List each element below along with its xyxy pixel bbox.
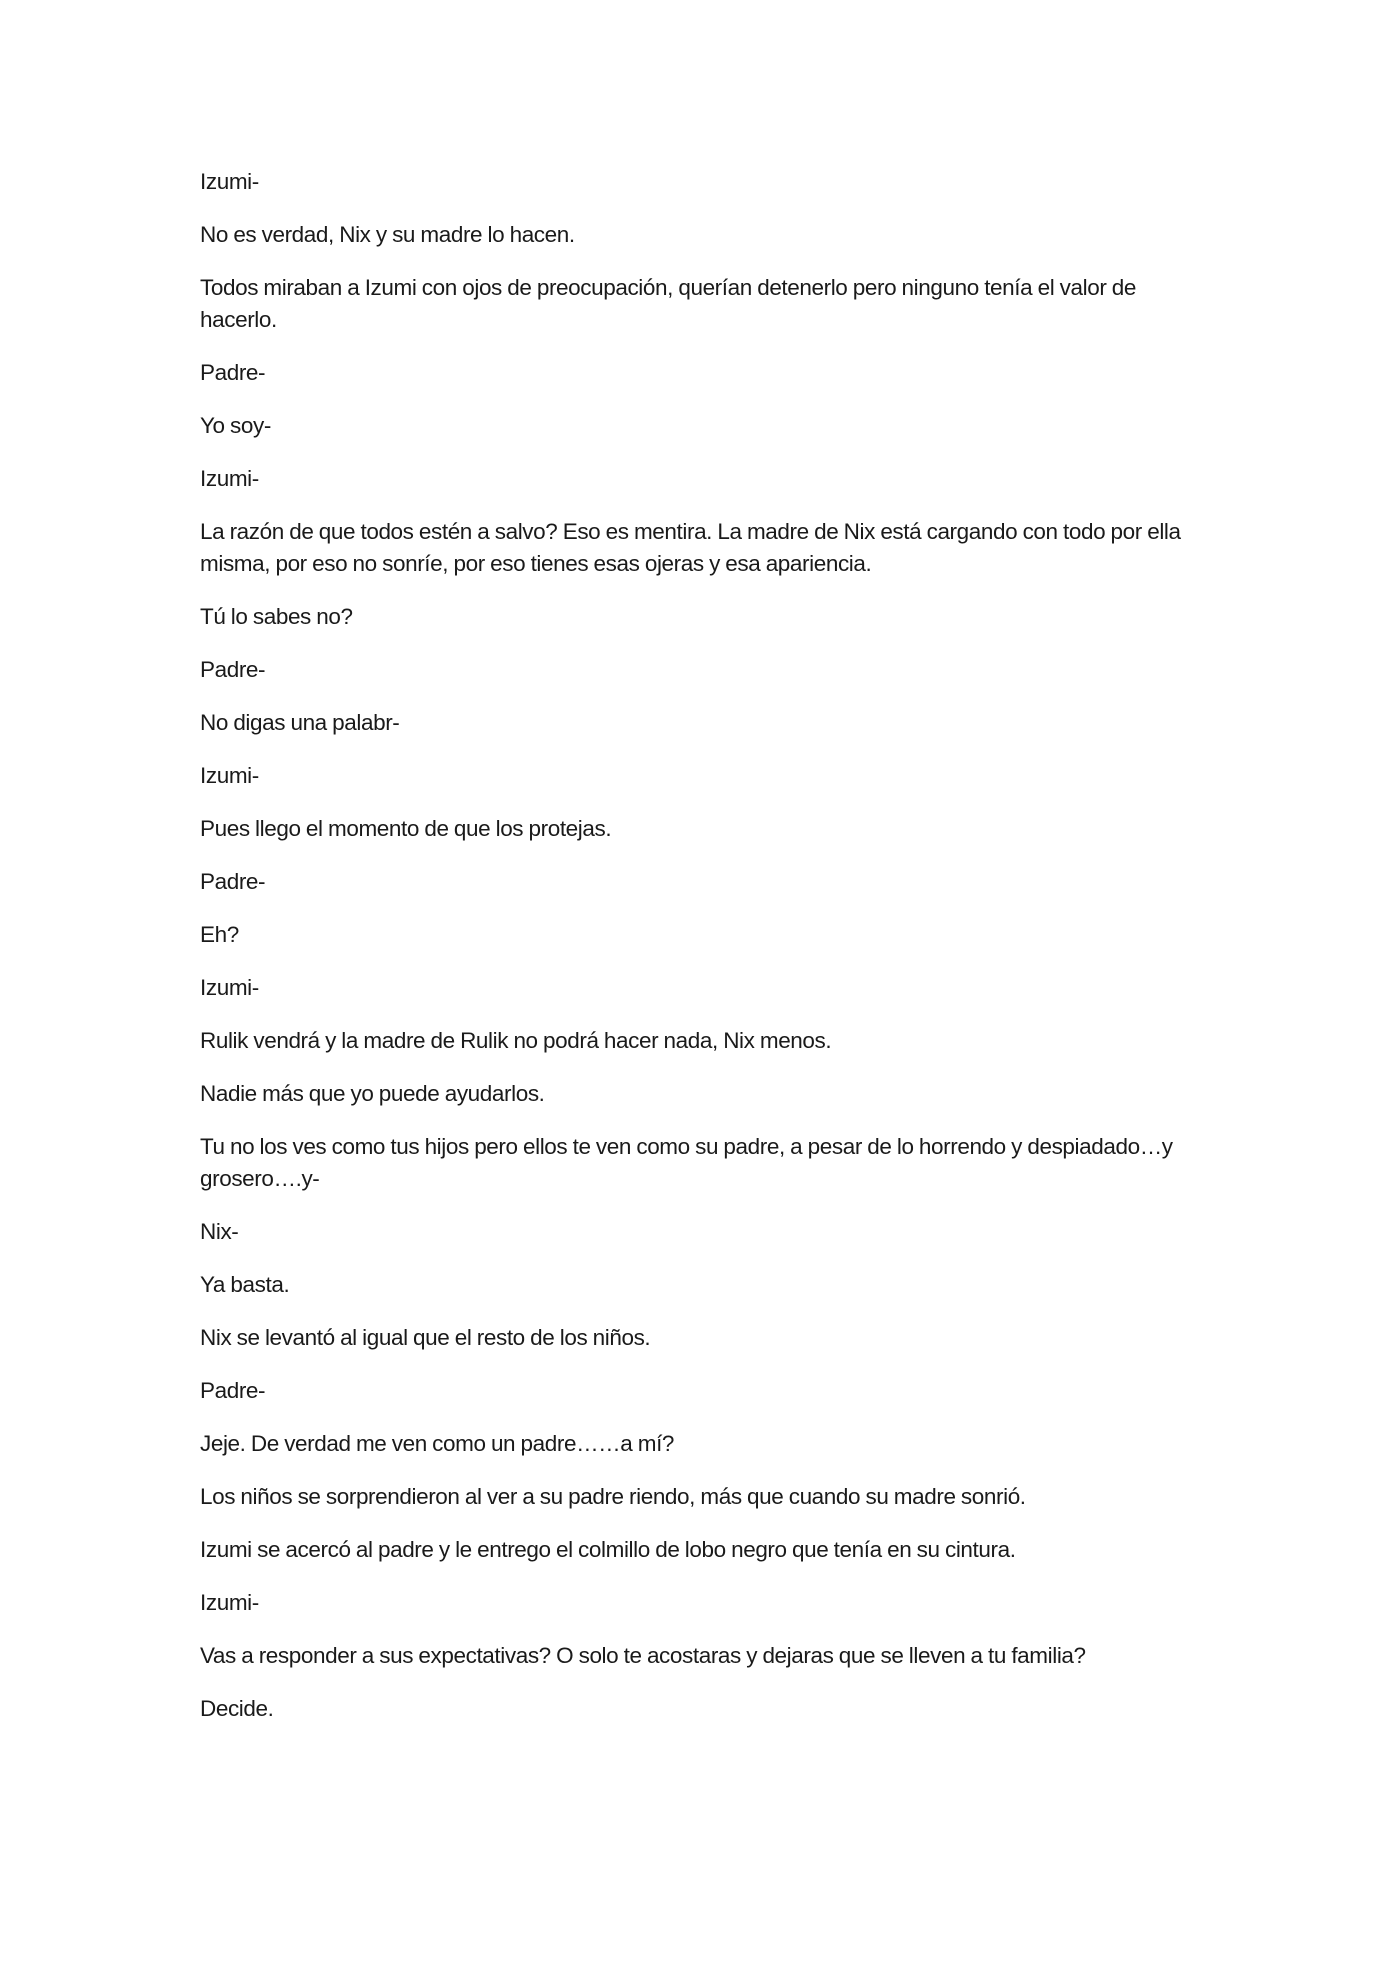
paragraph: Nix- [200,1219,239,1244]
document-body [200,166,1200,1746]
paragraph: Nadie más que yo puede ayudarlos. [200,1081,545,1106]
paragraph: La razón de que todos estén a salvo? Eso es mentira. La madre de Nix está cargando con todo por ella misma, por eso no sonríe, por eso tienes esas ojeras y esa apariencia. [200,519,1181,576]
paragraph: No digas una palabr- [200,710,400,735]
paragraph: Izumi- [200,763,259,788]
paragraph: Pues llego el momento de que los protejas. [200,816,612,841]
paragraph: Vas a responder a sus expectativas? O solo te acostaras y dejaras que se lleven a tu familia? [200,1643,1086,1668]
paragraph: No es verdad, Nix y su madre lo hacen. [200,222,575,247]
paragraph: Tú lo sabes no? [200,604,353,629]
paragraph: Izumi- [200,466,259,491]
paragraph: Izumi se acercó al padre y le entrego el colmillo de lobo negro que tenía en su cintura. [200,1537,1016,1562]
paragraph: Yo soy- [200,413,271,438]
paragraph: Decide. [200,1696,274,1721]
paragraph: Izumi- [200,169,259,194]
paragraph: Padre- [200,1378,266,1403]
paragraph: Jeje. De verdad me ven como un padre……a mí? [200,1431,675,1456]
paragraph: Izumi- [200,1590,259,1615]
paragraph: Ya basta. [200,1272,290,1297]
paragraph: Padre- [200,657,266,682]
paragraph: Rulik vendrá y la madre de Rulik no podrá hacer nada, Nix menos. [200,1028,832,1053]
paragraph: Todos miraban a Izumi con ojos de preocupación, querían detenerlo pero ninguno tenía el valor de hacerlo. [200,275,1136,332]
paragraph: Padre- [200,869,266,894]
paragraph: Izumi- [200,975,259,1000]
paragraph: Los niños se sorprendieron al ver a su padre riendo, más que cuando su madre sonrió. [200,1484,1026,1509]
paragraph: Eh? [200,922,239,947]
paragraph: Padre- [200,360,266,385]
paragraph: Tu no los ves como tus hijos pero ellos te ven como su padre, a pesar de lo horrendo y despiadado…y grosero….y- [200,1134,1173,1191]
paragraph: Nix se levantó al igual que el resto de los niños. [200,1325,651,1350]
